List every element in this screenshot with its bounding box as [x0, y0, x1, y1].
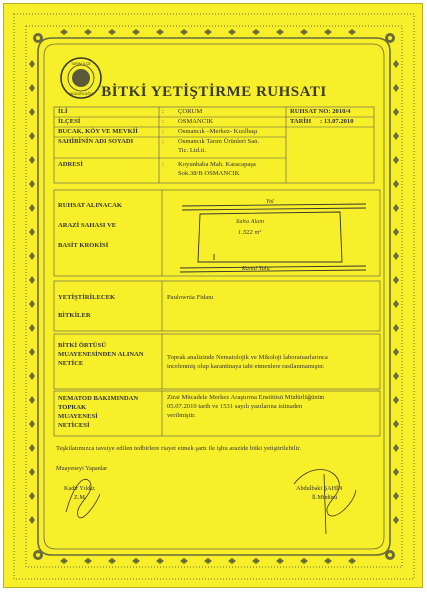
border-motif	[324, 29, 332, 35]
border-motif	[348, 558, 356, 564]
colon: :	[162, 108, 164, 115]
nematode-result: 05.07.2010 tarih ve 1531 sayılı yazılarına istinaden	[167, 403, 303, 410]
nematode-label: MUAYENESİ	[58, 413, 98, 420]
border-motif	[393, 204, 399, 212]
border-motif	[29, 372, 35, 380]
border-motif	[29, 108, 35, 116]
permit-document	[3, 3, 423, 588]
border-motif	[29, 204, 35, 212]
inspector-name: Kadir Yıldız	[64, 485, 95, 492]
border-motif	[228, 29, 236, 35]
inspection-label: NETİCE	[58, 360, 84, 367]
director-title: İl.Müdürü	[312, 494, 338, 501]
village-value: Osmancık –Merkez- Kızılbaşı	[178, 128, 258, 135]
land-sketch	[180, 204, 366, 272]
border-motif	[204, 29, 212, 35]
owner-label: SAHİBİNİN ADI SOYADI	[58, 138, 134, 145]
border-motif	[252, 558, 260, 564]
svg-text:MÜDÜRLÜĞÜ: MÜDÜRLÜĞÜ	[69, 92, 93, 96]
border-motif	[324, 558, 332, 564]
nematode-result: verilmiştir.	[167, 412, 196, 419]
colon: :	[162, 138, 164, 145]
colon: :	[162, 128, 164, 135]
border-motif	[393, 516, 399, 524]
border-motif	[29, 228, 35, 236]
border-motif	[252, 29, 260, 35]
colon: :	[162, 161, 164, 168]
border-motif	[29, 60, 35, 68]
border-motif	[156, 29, 164, 35]
border-motif	[393, 396, 399, 404]
border-motif	[393, 60, 399, 68]
border-motif	[29, 324, 35, 332]
border-motif	[132, 558, 140, 564]
border-motif	[29, 156, 35, 164]
border-motif	[156, 558, 164, 564]
inspection-label: BİTKİ ÖRTÜSÜ	[58, 342, 106, 349]
border-motif	[29, 396, 35, 404]
nematode-label: TOPRAK	[58, 404, 87, 411]
border-motif	[393, 444, 399, 452]
border-motif	[393, 468, 399, 476]
border-motif	[393, 324, 399, 332]
sketch-area-label: Saha Alanı	[236, 219, 265, 225]
plant-value: Paulownia Fidanı	[167, 294, 214, 301]
border-motif	[393, 348, 399, 356]
address-value: Sok.38/B OSMANCIK	[178, 170, 240, 177]
border-motif	[393, 108, 399, 116]
sketch-road-bottom: Kanal Yolu	[242, 266, 270, 272]
border-motif	[29, 516, 35, 524]
border-motif	[204, 558, 212, 564]
border-motif	[132, 29, 140, 35]
plant-label: BİTKİLER	[58, 312, 91, 319]
border-motif	[393, 156, 399, 164]
date-label: TARİH	[290, 118, 312, 125]
inspector-title: Z.M.	[74, 494, 87, 501]
owner-value: Osmancık Tarım Ürünleri San.	[178, 138, 260, 145]
sketch-label: RUHSAT ALINACAK	[58, 202, 123, 209]
date-value: : 13.07.2010	[320, 118, 354, 125]
border-motif	[393, 252, 399, 260]
nematode-result: Zirai Mücadele Merkez Araştırma Enstitüsü Müdürlüğünün	[167, 394, 325, 401]
border-motif	[29, 468, 35, 476]
svg-text:TARIM İLÇE: TARIM İLÇE	[71, 62, 91, 66]
border-motif	[108, 29, 116, 35]
border-motif	[393, 300, 399, 308]
border-motif	[393, 180, 399, 188]
border-motif	[300, 29, 308, 35]
border-motif	[348, 29, 356, 35]
inspection-result: Toprak analizinde Nematolojik ve Mikoloji laboratuarlarınca	[167, 354, 328, 361]
inspection-label: MUAYENESİNDEN ALINAN	[58, 351, 144, 358]
border-motif	[180, 29, 188, 35]
border-motif	[29, 348, 35, 356]
sketch-road-top: Yol	[266, 199, 274, 205]
border-motif	[276, 29, 284, 35]
nematode-label: NETİCESİ	[58, 422, 90, 429]
border-motif	[180, 558, 188, 564]
director-name: Abdulbaki ŞAHİN	[296, 485, 343, 492]
border-motif	[29, 444, 35, 452]
address-label: ADRESİ	[58, 161, 83, 168]
province-label: İLİ	[58, 108, 68, 115]
border-motif	[393, 276, 399, 284]
border-motif	[29, 492, 35, 500]
border-motif	[108, 558, 116, 564]
border-motif	[29, 132, 35, 140]
district-label: İLÇESİ	[58, 118, 81, 125]
border-motif	[84, 558, 92, 564]
sketch-label: BASİT KROKİSİ	[58, 242, 109, 249]
address-value: Koyunbaba Mah. Karacapaşa	[178, 161, 256, 168]
sketch-area-value: 1.522 m²	[238, 230, 262, 236]
plant-label: YETİŞTİRİLECEK	[58, 294, 116, 301]
inspection-result: incelenmiş olup karantinaya tabi etmenlere rastlanmamıştır.	[167, 363, 325, 370]
nematode-label: NEMATOD BAKIMINDAN	[58, 395, 139, 402]
village-label: BUCAK, KÖY VE MEVKİİ	[58, 128, 138, 135]
footer-statement: Teşkilatımızca tavsiye edilen tedbirlere riayet etmek şartı ile işbu arazide bitki yetiştirilebilir.	[56, 445, 301, 452]
border-motif	[276, 558, 284, 564]
border-motif	[29, 300, 35, 308]
border-motif	[29, 420, 35, 428]
border-motif	[84, 29, 92, 35]
border-motif	[300, 558, 308, 564]
border-motif	[393, 228, 399, 236]
province-value: ÇORUM	[178, 108, 203, 115]
border-motif	[393, 372, 399, 380]
border-motif	[393, 492, 399, 500]
district-value: OSMANCIK	[178, 118, 214, 125]
border-motif	[29, 276, 35, 284]
border-motif	[393, 420, 399, 428]
document-title: BİTKİ YETİŞTİRME RUHSATI	[101, 84, 327, 100]
border-motif	[29, 252, 35, 260]
colon: :	[162, 118, 164, 125]
border-motif	[393, 132, 399, 140]
border-motif	[228, 558, 236, 564]
border-motif	[29, 180, 35, 188]
border-motif	[60, 558, 68, 564]
permit-number: RUHSAT NO: 2010/4	[290, 108, 351, 115]
sketch-label: ARAZİ SAHASI VE	[58, 222, 117, 229]
inspector-role: Muayeneyi Yapanlar	[56, 465, 108, 472]
owner-value: Tic. Ltd.ti.	[178, 147, 206, 154]
border-motif	[60, 29, 68, 35]
